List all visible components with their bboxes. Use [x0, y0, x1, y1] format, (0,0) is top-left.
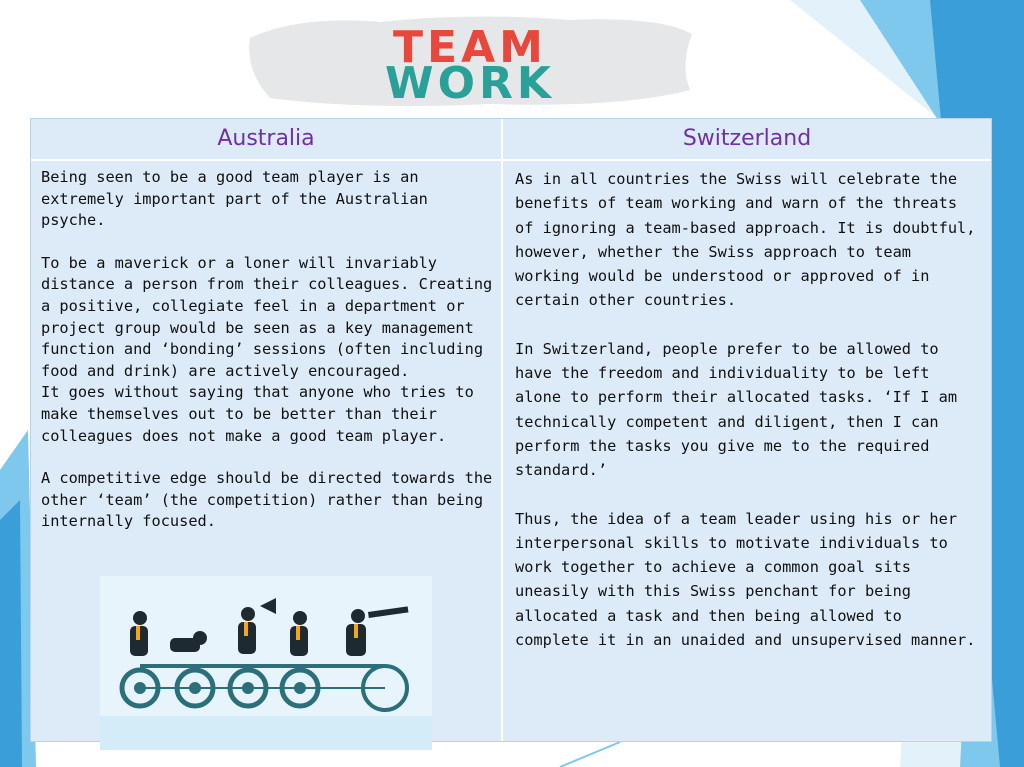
column-divider — [501, 119, 503, 741]
australia-paragraph-1: Being seen to be a good team player is an extremely important part of the Australian psyche. — [41, 168, 428, 230]
switzerland-paragraph-3: Thus, the idea of a team leader using his or her interpersonal skills to motivate individuals to work together to achieve a common goal sits uneasily with this Swiss penchant for being allocated a task and then being allowed to complete it in an unaided and unsupervised manner. — [515, 509, 976, 650]
tandem-bicycle-team-illustration — [100, 576, 432, 750]
logo-line2: WORK — [385, 58, 555, 109]
australia-paragraph-3: A competitive edge should be directed towards the other ‘team’ (the competition) rather than being internally focused. — [41, 469, 493, 531]
team-work-logo — [240, 10, 700, 110]
logo-line1: TEAM — [393, 22, 547, 73]
switzerland-paragraph-1: As in all countries the Swiss will celebrate the benefits of team working and warn of the threats of ignoring a team-based approach. It is doubtful, however, whether the Swiss approach to team working would be understood or approved of in certain other countries. — [515, 170, 976, 310]
switzerland-paragraph-2: In Switzerland, people prefer to be allowed to have the freedom and individuality to be left alone to perform their allocated tasks. ‘If I am technically competent and diligent, then I can perform the tasks you give me to the required standard.’ — [515, 339, 958, 480]
australia-paragraph-2: To be a maverick or a loner will invariably distance a person from their colleagues. Creating a positive, collegiate feel in a department or project group would be seen as a key management function and ‘bonding’ sessions (often including food and drink) are actively encouraged. It goes without saying that anyone who tries to make themselves out to be better than their colleagues does not make a good team player. — [41, 253, 493, 445]
switzerland-cell — [503, 161, 991, 741]
header-australia: Australia — [31, 119, 501, 159]
header-switzerland: Switzerland — [503, 119, 991, 159]
